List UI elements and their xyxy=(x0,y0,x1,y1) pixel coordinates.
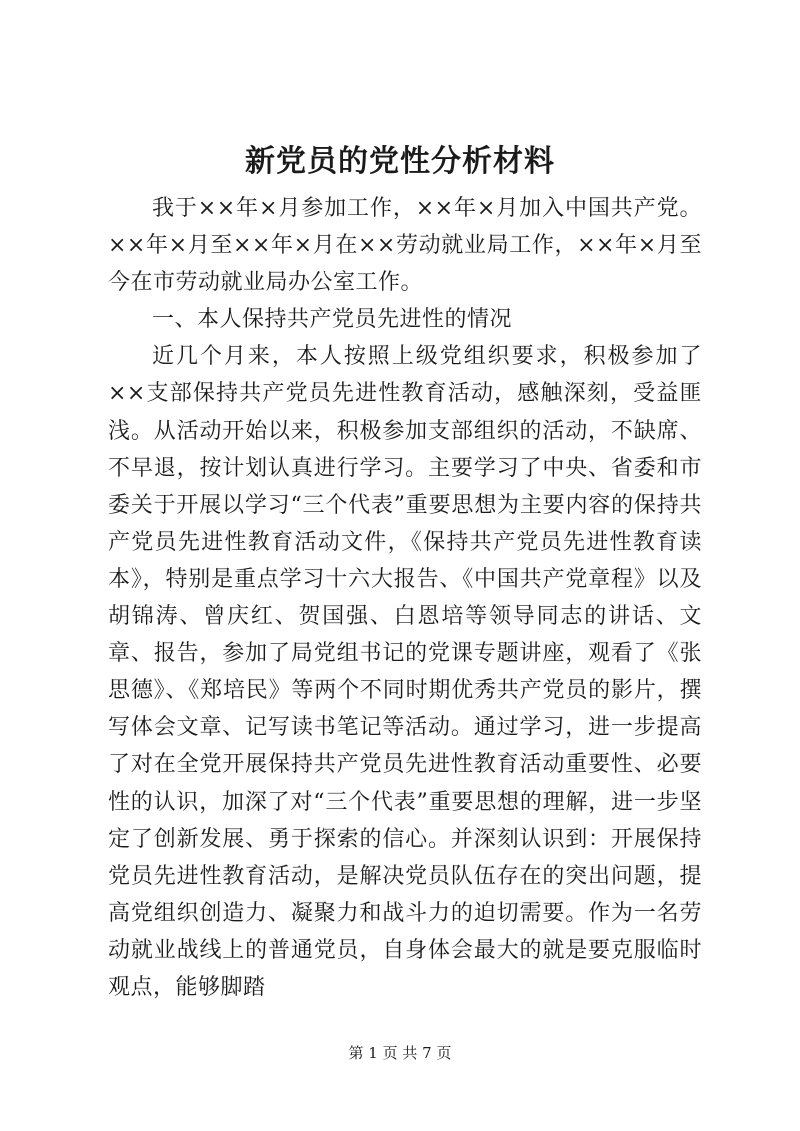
paragraph-intro: 我于××年×月参加工作，××年×月加入中国共产党。××年×月至××年×月在××劳动就业局工作，××年×月至今在市劳动就业局办公室工作。 xyxy=(108,196,702,296)
document-title: 新党员的党性分析材料 xyxy=(245,144,555,179)
section-heading: 一、本人保持共产党员先进性的情况 xyxy=(152,307,513,333)
page-footer: 第 1 页 共 7 页 xyxy=(348,1044,452,1062)
paragraph-body: 近几个月来，本人按照上级党组织要求，积极参加了××支部保持共产党员先进性教育活动，感触深刻，受益匪浅。从活动开始以来，积极参加支部组织的活动，不缺席、不早退，按计划认真进行学习。主要学习了中央、省委和市委关于开展以学习“三个代表”重要思想为主要内容的保持共产党员先进性教育活动文件，《保持共产党员先进性教育读本》，特别是重点学习十六大报告、《中国共产党章程》以及胡锦涛、曾庆红、贺国强、白恩培等领导同志的讲话、文章、报告，参加了局党组书记的党课专题讲座，观看了《张思德》、《郑培民》等两个不同时期优秀共产党员的影片，撰写体会文章、记写读书笔记等活动。通过学习，进一步提高了对在全党开展保持共产党员先进性教育活动重要性、必要性的认识，加深了对“三个代表”重要思想的理解，进一步坚定了创新发展、勇于探索的信心。并深刻认识到：开展保持党员先进性教育活动，是解决党员队伍存在的突出问题，提高党组织创造力、凝聚力和战斗力的迫切需要。作为一名劳动就业战线上的普通党员，自身体会最大的就是要克服临时观点，能够脚踏 xyxy=(108,344,702,1000)
document-body xyxy=(108,190,702,1006)
